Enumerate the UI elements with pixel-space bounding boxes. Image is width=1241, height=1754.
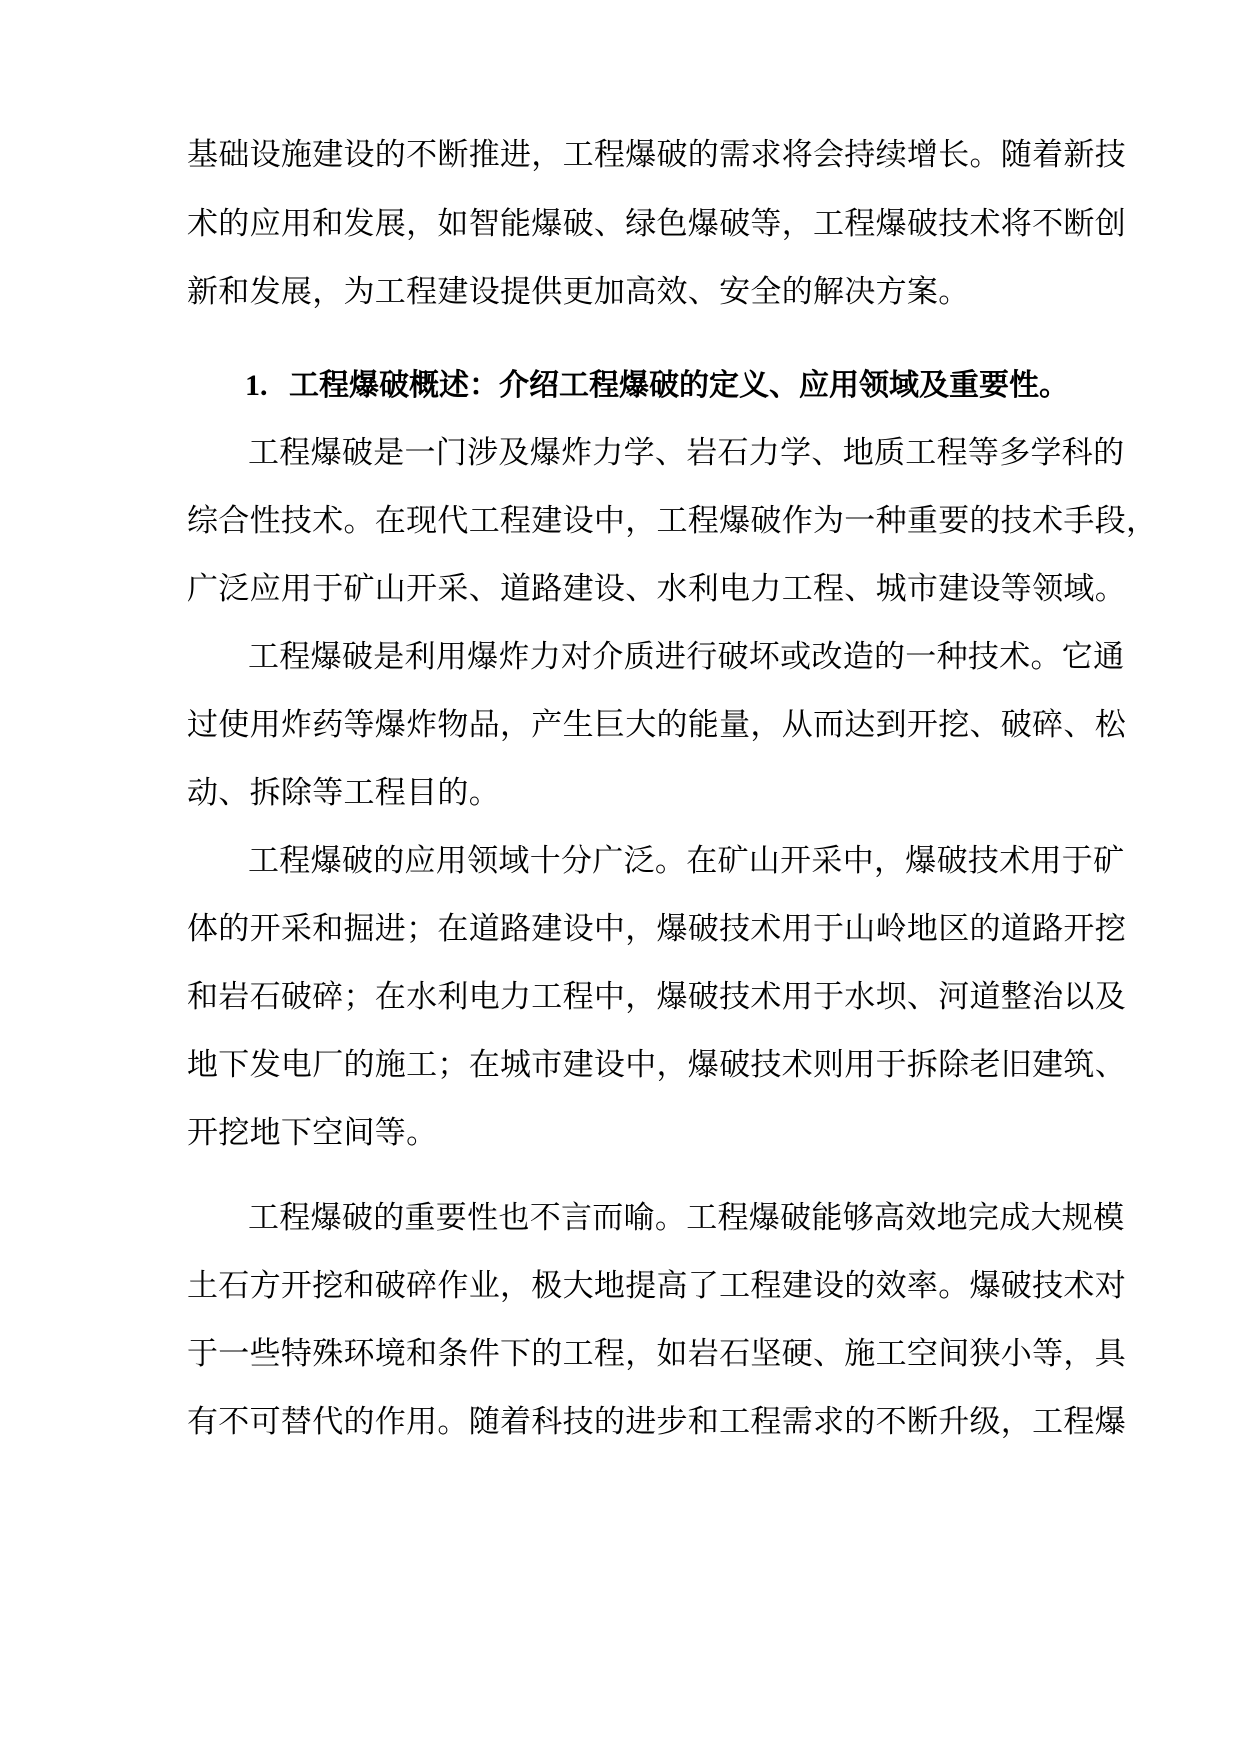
- paragraph-2-line-1: 工程爆破是利用爆炸力对介质进行破坏或改造的一种技术。它通: [248, 639, 1125, 675]
- section-title: 工程爆破概述：介绍工程爆破的定义、应用领域及重要性。: [289, 368, 1069, 403]
- paragraph-1-line-2: 综合性技术。在现代工程建设中，工程爆破作为一种重要的技术手段，: [187, 503, 1158, 539]
- intro-line-2: 术的应用和发展，如智能爆破、绿色爆破等，工程爆破技术将不断创: [187, 206, 1126, 242]
- intro-line-3: 新和发展，为工程建设提供更加高效、安全的解决方案。: [187, 274, 970, 310]
- paragraph-3-line-3: 和岩石破碎；在水利电力工程中，爆破技术用于水坝、河道整治以及: [187, 979, 1126, 1015]
- intro-line-1: 基础设施建设的不断推进，工程爆破的需求将会持续增长。随着新技: [187, 137, 1126, 173]
- section-number: 1.: [245, 369, 268, 402]
- paragraph-2-line-3: 动、拆除等工程目的。: [187, 775, 500, 811]
- paragraph-3-line-1: 工程爆破的应用领域十分广泛。在矿山开采中，爆破技术用于矿: [248, 843, 1125, 879]
- paragraph-3-line-2: 体的开采和掘进；在道路建设中，爆破技术用于山岭地区的道路开挖: [187, 911, 1126, 947]
- paragraph-4-line-2: 土石方开挖和破碎作业，极大地提高了工程建设的效率。爆破技术对: [187, 1268, 1126, 1304]
- paragraph-4-line-3: 于一些特殊环境和条件下的工程，如岩石坚硬、施工空间狭小等，具: [187, 1336, 1126, 1372]
- paragraph-1-line-1: 工程爆破是一门涉及爆炸力学、岩石力学、地质工程等多学科的: [248, 435, 1125, 471]
- paragraph-3-line-5: 开挖地下空间等。: [187, 1115, 438, 1151]
- paragraph-4-line-1: 工程爆破的重要性也不言而喻。工程爆破能够高效地完成大规模: [248, 1200, 1125, 1236]
- paragraph-1-line-3: 广泛应用于矿山开采、道路建设、水利电力工程、城市建设等领域。: [187, 571, 1126, 607]
- paragraph-3-line-4: 地下发电厂的施工；在城市建设中，爆破技术则用于拆除老旧建筑、: [187, 1047, 1126, 1083]
- paragraph-4-line-4: 有不可替代的作用。随着科技的进步和工程需求的不断升级，工程爆: [187, 1404, 1126, 1440]
- paragraph-2-line-2: 过使用炸药等爆炸物品，产生巨大的能量，从而达到开挖、破碎、松: [187, 707, 1126, 743]
- section-heading: [245, 366, 1069, 406]
